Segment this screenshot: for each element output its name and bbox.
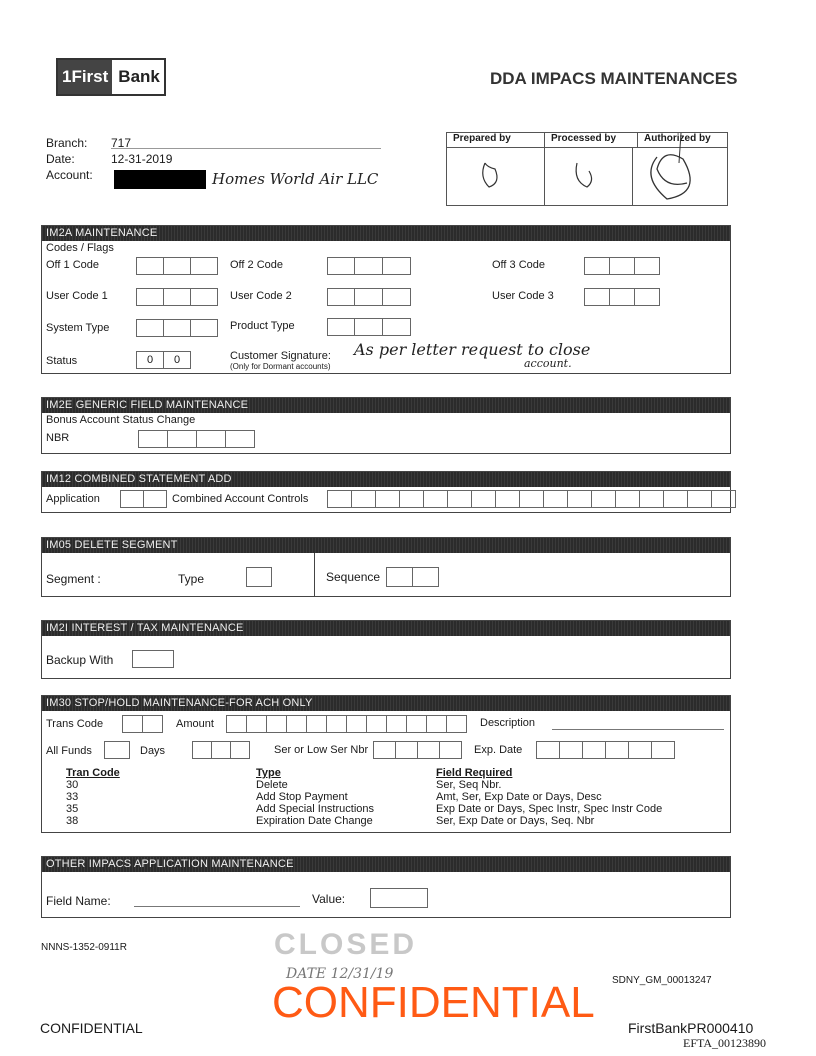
product-type-input[interactable] bbox=[327, 318, 411, 336]
ser-low-input[interactable] bbox=[373, 741, 462, 759]
im2i-header: IM2I INTEREST / TAX MAINTENANCE bbox=[42, 621, 730, 636]
nbr-label: NBR bbox=[46, 432, 70, 444]
segment-label: Segment : bbox=[46, 572, 101, 586]
tran-code-header: Tran Code bbox=[66, 767, 120, 779]
field-name-input[interactable] bbox=[134, 906, 300, 907]
off1-label: Off 1 Code bbox=[46, 259, 99, 271]
im2a-header: IM2A MAINTENANCE bbox=[42, 226, 730, 241]
segment-type-input[interactable] bbox=[246, 567, 272, 587]
combined-controls-input[interactable] bbox=[327, 490, 736, 508]
row-field: Amt, Ser, Exp Date or Days, Desc bbox=[436, 791, 602, 803]
row-code: 35 bbox=[66, 803, 79, 815]
logo-part1: 1First bbox=[58, 60, 112, 94]
user1-input[interactable] bbox=[136, 288, 218, 306]
all-funds-input[interactable] bbox=[104, 741, 130, 759]
row-code: 38 bbox=[66, 815, 79, 827]
value-label: Value: bbox=[312, 892, 346, 906]
im30-header: IM30 STOP/HOLD MAINTENANCE-FOR ACH ONLY bbox=[42, 696, 730, 711]
application-label: Application bbox=[46, 493, 100, 505]
table-row bbox=[66, 803, 662, 815]
off3-input[interactable] bbox=[584, 257, 660, 275]
row-type: Expiration Date Change bbox=[256, 815, 373, 827]
authorized-by-label: Authorized by bbox=[644, 133, 711, 144]
user2-input[interactable] bbox=[327, 288, 411, 306]
handwritten-note: As per letter request to close bbox=[354, 340, 591, 359]
ser-low-label: Ser or Low Ser Nbr bbox=[274, 744, 369, 756]
account-redaction bbox=[114, 170, 206, 189]
trans-code-input[interactable] bbox=[122, 715, 163, 733]
row-type: Add Stop Payment bbox=[256, 791, 348, 803]
im2e-header: IM2E GENERIC FIELD MAINTENANCE bbox=[42, 398, 730, 413]
row-type: Delete bbox=[256, 779, 288, 791]
nbr-input[interactable] bbox=[138, 430, 255, 448]
tran-code-table bbox=[66, 767, 662, 827]
value-input[interactable] bbox=[370, 888, 428, 908]
branch-value: 717 bbox=[111, 136, 132, 150]
status-value-1: 0 bbox=[136, 351, 164, 369]
trans-code-label: Trans Code bbox=[46, 718, 104, 730]
off2-input[interactable] bbox=[327, 257, 411, 275]
table-row bbox=[66, 779, 662, 791]
row-type: Add Special Instructions bbox=[256, 803, 375, 815]
confidential-watermark: CONFIDENTIAL bbox=[272, 978, 595, 1027]
closed-stamp: CLOSED bbox=[274, 928, 418, 961]
table-row bbox=[66, 791, 662, 803]
row-code: 33 bbox=[66, 791, 79, 803]
days-input[interactable] bbox=[192, 741, 250, 759]
user3-label: User Code 3 bbox=[492, 290, 554, 302]
bates-number-2: FirstBankPR000410 bbox=[628, 1020, 754, 1036]
sequence-input[interactable] bbox=[386, 567, 439, 587]
description-label: Description bbox=[480, 717, 536, 729]
im12-header: IM12 COMBINED STATEMENT ADD bbox=[42, 472, 730, 487]
backup-with-label: Backup With bbox=[46, 653, 114, 667]
stamp-date: DATE 12/31/19 bbox=[286, 966, 394, 982]
exp-date-input[interactable] bbox=[536, 741, 675, 759]
sequence-label: Sequence bbox=[326, 570, 381, 584]
system-type-label: System Type bbox=[46, 322, 110, 334]
customer-signature-label: Customer Signature: bbox=[230, 350, 331, 362]
table-row bbox=[66, 815, 662, 827]
days-label: Days bbox=[140, 745, 166, 757]
status-label: Status bbox=[46, 355, 78, 367]
off2-label: Off 2 Code bbox=[230, 259, 283, 271]
amount-input[interactable] bbox=[226, 715, 467, 733]
application-input[interactable] bbox=[120, 490, 167, 508]
combined-controls-label: Combined Account Controls bbox=[172, 493, 309, 505]
approval-signatures bbox=[447, 133, 727, 205]
row-field: Ser, Exp Date or Days, Seq. Nbr bbox=[436, 815, 595, 827]
status-value-2: 0 bbox=[164, 351, 191, 369]
account-handwritten: Homes World Air LLC bbox=[212, 170, 379, 188]
row-field: Exp Date or Days, Spec Instr, Spec Instr Code bbox=[436, 803, 663, 815]
confidential-footer: CONFIDENTIAL bbox=[40, 1020, 143, 1036]
bank-logo bbox=[56, 58, 166, 96]
amount-label: Amount bbox=[176, 718, 214, 730]
user2-label: User Code 2 bbox=[230, 290, 292, 302]
status-input[interactable] bbox=[136, 351, 191, 369]
description-input[interactable] bbox=[552, 729, 724, 730]
other-header: OTHER IMPACS APPLICATION MAINTENANCE bbox=[42, 857, 730, 872]
form-number: NNNS-1352-0911R bbox=[41, 942, 127, 953]
system-type-input[interactable] bbox=[136, 319, 218, 337]
user1-label: User Code 1 bbox=[46, 290, 108, 302]
date-value: 12-31-2019 bbox=[111, 152, 173, 166]
field-name-label: Field Name: bbox=[46, 894, 111, 908]
type-label: Type bbox=[178, 572, 205, 586]
branch-label: Branch: bbox=[46, 136, 88, 150]
bates-number-1: SDNY_GM_00013247 bbox=[612, 975, 712, 986]
prepared-by-label: Prepared by bbox=[447, 133, 545, 147]
exp-date-label: Exp. Date bbox=[474, 744, 523, 756]
off3-label: Off 3 Code bbox=[492, 259, 545, 271]
processed-by-label: Processed by bbox=[545, 133, 638, 147]
handwritten-note-2: account. bbox=[524, 357, 572, 370]
product-type-label: Product Type bbox=[230, 320, 295, 332]
type-header: Type bbox=[256, 767, 281, 779]
all-funds-label: All Funds bbox=[46, 745, 92, 757]
off1-input[interactable] bbox=[136, 257, 218, 275]
row-code: 30 bbox=[66, 779, 79, 791]
backup-with-input[interactable] bbox=[132, 650, 174, 668]
other-section bbox=[41, 856, 731, 918]
customer-signature-note: (Only for Dormant accounts) bbox=[230, 362, 331, 371]
codes-flags-label: Codes / Flags bbox=[46, 242, 114, 254]
user3-input[interactable] bbox=[584, 288, 660, 306]
efta-number: EFTA_00123890 bbox=[683, 1036, 767, 1050]
date-label: Date: bbox=[46, 152, 75, 166]
field-required-header: Field Required bbox=[436, 767, 513, 779]
approval-box bbox=[446, 132, 728, 206]
account-label: Account: bbox=[46, 168, 93, 182]
im05-header: IM05 DELETE SEGMENT bbox=[42, 538, 730, 553]
row-field: Ser, Seq Nbr. bbox=[436, 779, 502, 791]
logo-part2: Bank bbox=[118, 67, 160, 86]
bonus-status-label: Bonus Account Status Change bbox=[46, 414, 196, 426]
page-title: DDA IMPACS MAINTENANCES bbox=[490, 69, 738, 88]
